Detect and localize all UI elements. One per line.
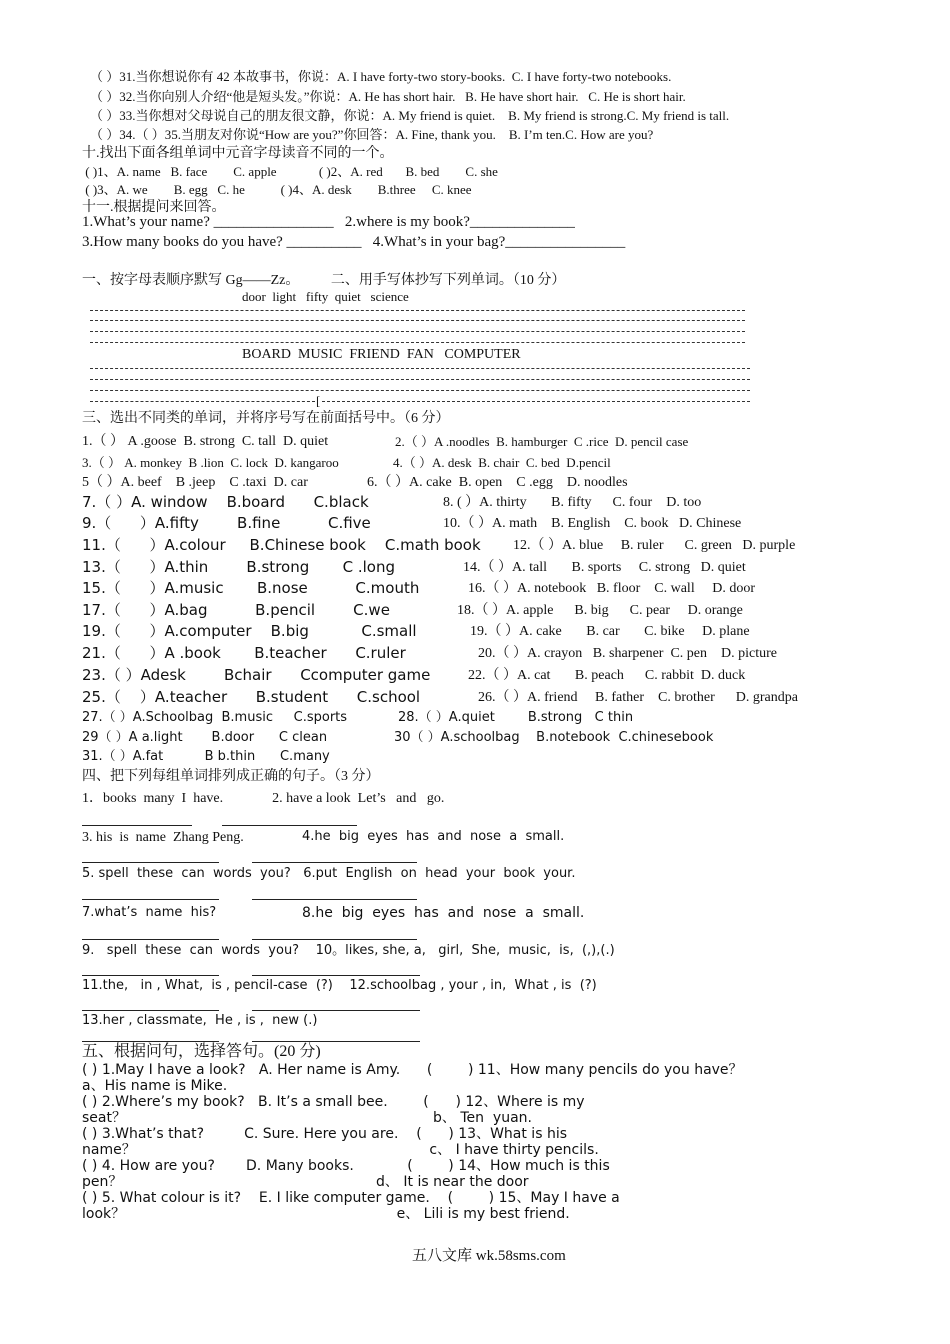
answer-line [82,975,219,976]
match-line-1: ( ) 1.May I have a look? A. Her name is Amy. ( ) 11、How many pencils do you have？ [82,1062,743,1078]
sentence-3: 3. his is name Zhang Peng. [82,830,244,845]
writing-line [90,320,745,321]
answer-line [82,899,219,900]
sec3-item-1: 1.（ ） A .goose B. strong C. tall D. quiet [82,434,329,449]
sec3-item-25: 25.（ ）A.teacher B.student C.school [82,688,421,706]
section-1-2-title: 一、按字母表顺序默写 Gg——Zz。 二、用手写体抄写下列单词。（10 分） [82,273,566,288]
answer-line [222,825,357,826]
sec3-item-8: 8. ( ）A. thirty B. fifty C. four D. too [443,495,702,510]
answer-line [252,862,417,863]
sec3-item-31: 31.（ ）A.fat B b.thin C.many [82,749,330,764]
match-line-4: seat？ b、 Ten yuan. [82,1110,532,1126]
sec3-item-15: 15.（ ）A.music B.nose C.mouth [82,579,420,597]
answer-line [82,825,192,826]
section-11-line-2: 3.How many books do you have? __________ 4.What’s in your bag?________________ [82,234,626,250]
footer-watermark: 五八文库 wk.58sms.com [412,1248,566,1264]
sec3-item-7: 7.（ ）A. window B.board C.black [82,493,369,511]
writing-line [90,331,745,332]
answer-line [252,939,417,940]
sec3-item-19: 19.（ ）A.computer B.big C.small [82,622,417,640]
section-10-title: 十.找出下面各组单词中元音字母读音不同的一个。 [82,146,394,161]
question-32: （ ）32.当你向别人介绍“他是短头发。”你说：A. He has short hair. B. He have short hair. C. He is short hair. [90,89,686,104]
sec3-item-13: 13.（ ）A.thin B.strong C .long [82,558,395,576]
question-33: （ ）33.当你想对父母说自己的朋友很文静，你说：A. My friend is quiet. B. My friend is strong.C. My friend is tall. [90,108,730,123]
sec3-item-3: 3.（ ） A. monkey B .lion C. lock D. kangaroo [82,455,339,470]
sec3-item-16: 16.（ ）A. notebook B. floor C. wall D. door [468,581,755,596]
match-line-6: name？ c、 I have thirty pencils. [82,1142,599,1158]
sec3-item-2: 2.（ ）A .noodles B. hamburger C .rice D. pencil case [395,434,689,449]
answer-line [252,1041,420,1042]
sentence-4: 4.he big eyes has and nose a small. [302,829,565,844]
sentence-1-2: 1．books many I have. 2. have a look Let’s and go. [82,791,445,806]
match-line-5: ( ) 3.What’s that? C. Sure. Here you are. ( ) 13、What is his [82,1126,568,1142]
writing-line [90,401,315,402]
answer-line [252,899,417,900]
sentence-9-10: 9. spell these can words you? 10。likes, she, a, girl, She, music, is, (,),(.) [82,943,615,958]
writing-line [90,342,745,343]
section-3-title: 三、选出不同类的单词，并将序号写在前面括号中。（6 分） [82,411,450,426]
answer-line [252,975,420,976]
sec3-item-11: 11.（ ）A.colour B.Chinese book C.math book [82,536,481,554]
sec3-item-26: 26.（ ）A. friend B. father C. brother D. grandpa [478,690,798,705]
match-line-10: look？ e、 Lili is my best friend. [82,1206,570,1222]
sec3-item-12: 12.（ ）A. blue B. ruler C. green D. purple [513,538,796,553]
answer-line [82,1010,219,1011]
words-lowercase: door light fifty quiet science [242,289,409,304]
sec3-item-22: 22.（ ）A. cat B. peach C. rabbit D. duck [468,668,746,683]
sentence-8: 8.he big eyes has and nose a small. [302,905,585,921]
sec3-item-6: 6.（ ）A. cake B. open C .egg D. noodles [367,475,628,490]
bracket-mark: [ [316,393,321,408]
sec3-item-17: 17.（ ）A.bag B.pencil C.we [82,601,390,619]
sec3-item-19b: 19.（ ）A. cake B. car C. bike D. plane [470,624,750,639]
sec3-item-5: 5（ ）A. beef B .jeep C .taxi D. car [82,475,308,490]
question-31: （ ）31.当你想说你有 42 本故事书，你说：A. I have forty-two story-books. C. I have forty-two notebooks. [90,69,672,84]
match-line-8: pen？ d、 It is near the door [82,1174,529,1190]
sentence-13: 13.her , classmate, He , is , new (.) [82,1013,318,1028]
writing-line [90,390,750,391]
sec3-item-20: 20.（ ）A. crayon B. sharpener C. pen D. picture [478,646,777,661]
answer-line [82,939,219,940]
writing-line [90,379,750,380]
sentence-11-12: 11.the, in , What, is , pencil-case (?) 12.schoolbag , your , in, What , is (?) [82,978,597,993]
sec3-item-18: 18.（ ）A. apple B. big C. pear D. orange [457,603,743,618]
sec3-item-14: 14.（ ）A. tall B. sports C. strong D. quiet [463,560,746,575]
match-line-3: ( ) 2.Where’s my book? B. It’s a small bee. ( ) 12、Where is my [82,1094,585,1110]
section-10-line-2: ( )3、A. we B. egg C. he ( )4、A. desk B.three C. knee [82,182,472,197]
match-line-7: ( ) 4. How are you? D. Many books. ( ) 14、How much is this [82,1158,610,1174]
sec3-item-9: 9.（ ）A.fifty B.fine C.five [82,514,371,532]
words-uppercase: BOARD MUSIC FRIEND FAN COMPUTER [242,347,521,362]
sentence-5-6: 5. spell these can words you? 6.put English on head your book your. [82,866,576,881]
answer-line [82,862,219,863]
sec3-item-23: 23.（ ）Adesk Bchair Ccomputer game [82,666,431,684]
writing-line [90,368,750,369]
sec3-item-4: 4.（ ）A. desk B. chair C. bed D.pencil [393,455,611,470]
question-34-35: （ ）34.（ ）35.当朋友对你说“How are you?”你回答：A. Fine, thank you. B. I’m ten.C. How are you? [90,127,654,142]
match-line-2: a、His name is Mike. [82,1078,228,1094]
writing-line [322,401,750,402]
answer-line [252,1010,420,1011]
sentence-7: 7.what’s name his? [82,905,217,920]
section-11-line-1: 1.What’s your name? ________________ 2.where is my book?______________ [82,214,575,230]
sec3-item-10: 10.（ ）A. math B. English C. book D. Chinese [443,516,742,531]
writing-line [90,310,745,311]
sec3-item-27: 27.（ ）A.Schoolbag B.music C.sports [82,710,348,725]
section-5-title: 五、根据问句，选择答句。(20 分) [82,1043,321,1060]
sec3-item-30: 30（ ）A.schoolbag B.notebook C.chinesebook [394,730,714,745]
match-line-9: ( ) 5. What colour is it? E. I like computer game. ( ) 15、May I have a [82,1190,620,1206]
section-11-title: 十一.根据提问来回答。 [82,200,226,215]
answer-line [82,1041,219,1042]
sec3-item-29: 29（ ）A a.light B.door C clean [82,730,328,745]
section-4-title: 四、把下列每组单词排列成正确的句子。（3 分） [82,769,380,784]
sec3-item-28: 28.（ ）A.quiet B.strong C thin [398,710,634,725]
sec3-item-21: 21.（ ）A .book B.teacher C.ruler [82,644,406,662]
section-10-line-1: ( )1、A. name B. face C. apple ( )2、A. red B. bed C. she [82,164,498,179]
